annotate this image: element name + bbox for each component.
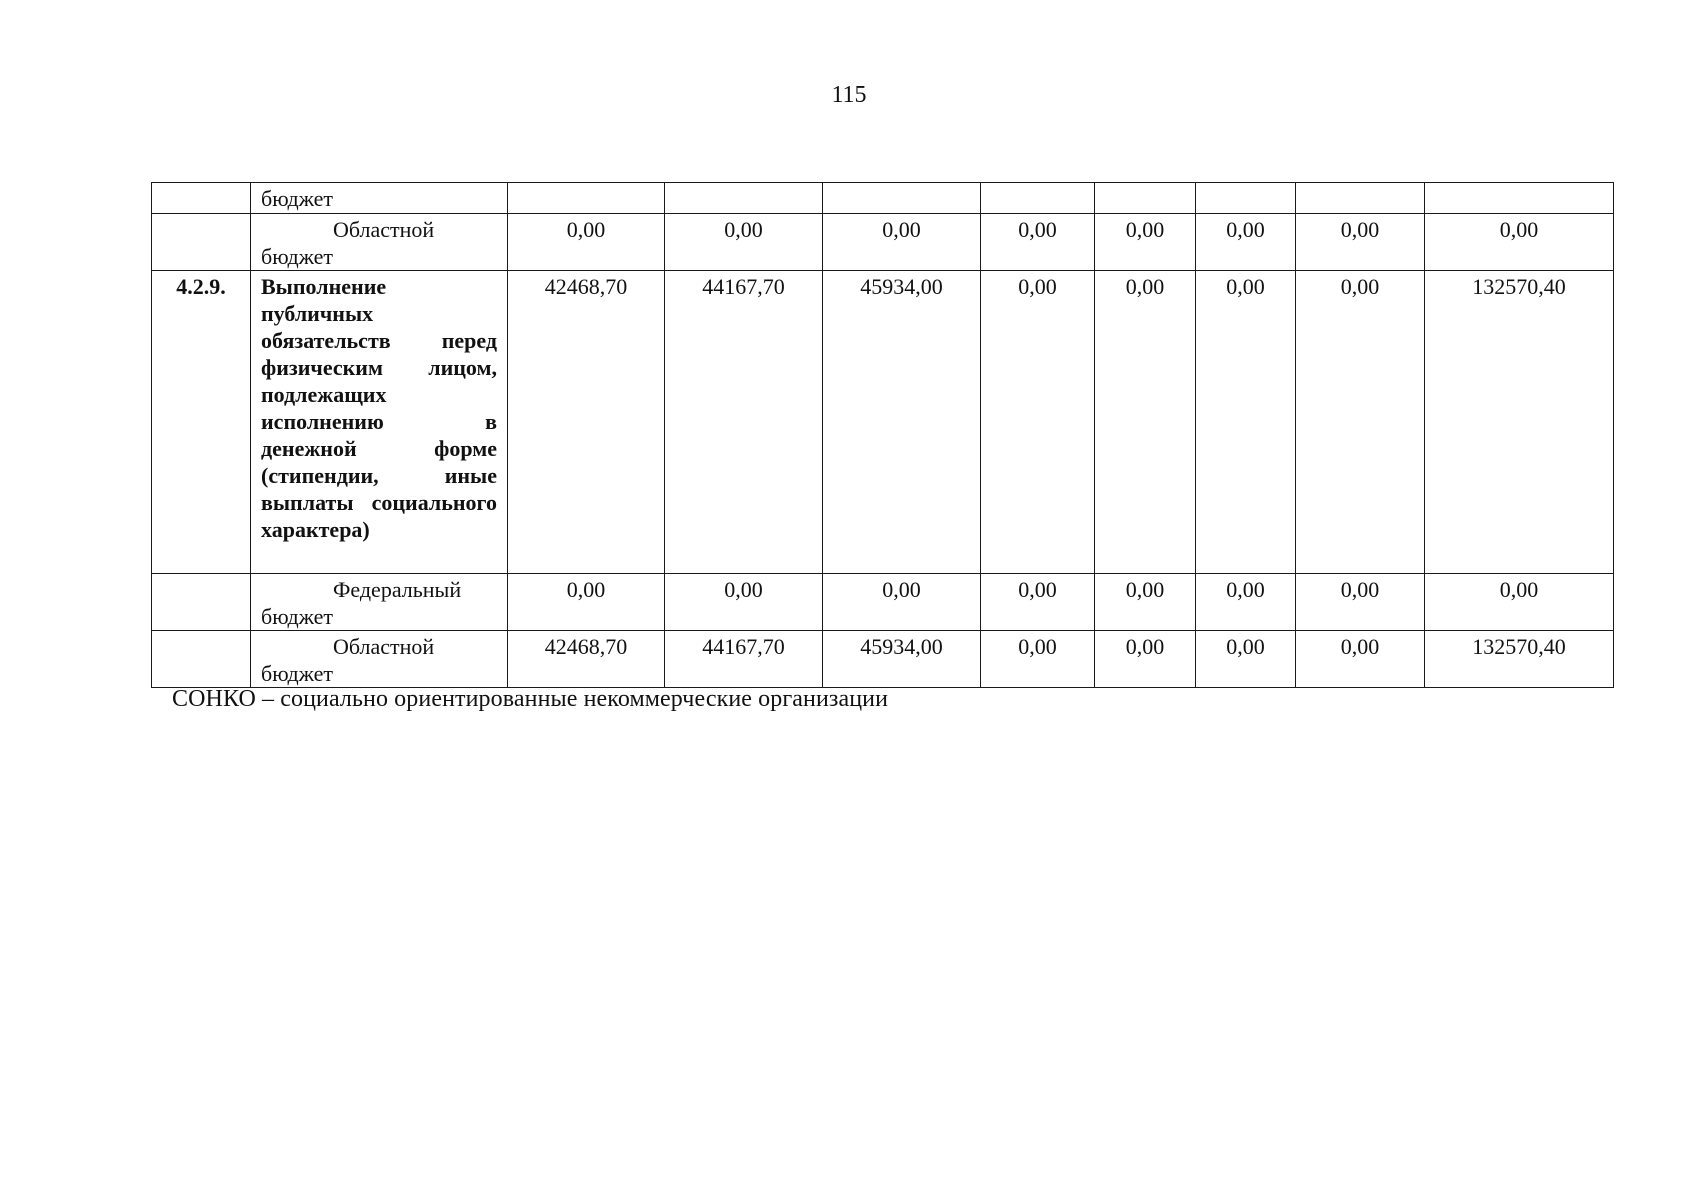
value-cell: 0,00 — [1296, 574, 1425, 631]
row-name-cell — [251, 574, 508, 631]
value-cell: 42468,70 — [508, 631, 665, 688]
value-cell: 0,00 — [1296, 214, 1425, 271]
row-name-cell — [251, 631, 508, 688]
footnote: СОНКО – социально ориентированные некоммерческие организации — [172, 686, 889, 712]
row-number-cell — [152, 183, 251, 214]
source-label-line1: Областной — [333, 217, 435, 242]
value-cell: 0,00 — [1196, 631, 1296, 688]
table-row — [152, 574, 1614, 631]
row-number-cell: 4.2.9. — [152, 271, 251, 574]
value-cell: 0,00 — [1095, 214, 1196, 271]
row-name-cell — [251, 214, 508, 271]
value-cell: 0,00 — [1095, 271, 1196, 574]
source-label-line1: Федеральный — [333, 577, 462, 602]
value-cell: 45934,00 — [823, 631, 981, 688]
table-row — [152, 271, 1614, 574]
value-cell: 0,00 — [981, 574, 1095, 631]
value-cell: 0,00 — [981, 631, 1095, 688]
budget-table — [151, 182, 1614, 688]
value-cell: 44167,70 — [665, 271, 823, 574]
value-cell: 0,00 — [508, 574, 665, 631]
source-label-line1: Областной — [333, 634, 435, 659]
value-cell: 0,00 — [981, 214, 1095, 271]
value-cell — [823, 183, 981, 214]
value-cell: 0,00 — [1296, 631, 1425, 688]
value-cell — [665, 183, 823, 214]
value-cell: 44167,70 — [665, 631, 823, 688]
value-cell — [1296, 183, 1425, 214]
value-cell: 0,00 — [1196, 574, 1296, 631]
row-name-cell — [251, 183, 508, 214]
source-label-line2: бюджет — [261, 244, 333, 269]
table-row — [152, 631, 1614, 688]
value-cell — [1425, 183, 1614, 214]
value-cell: 0,00 — [1425, 574, 1614, 631]
value-cell: 0,00 — [1196, 271, 1296, 574]
page-number: 115 — [831, 82, 867, 108]
value-cell: 0,00 — [1425, 214, 1614, 271]
row-number-cell — [152, 574, 251, 631]
value-cell: 0,00 — [981, 271, 1095, 574]
row-number-cell — [152, 631, 251, 688]
value-cell: 132570,40 — [1425, 631, 1614, 688]
source-label-line2: бюджет — [261, 186, 333, 211]
value-cell — [1095, 183, 1196, 214]
value-cell — [1196, 183, 1296, 214]
value-cell: 42468,70 — [508, 271, 665, 574]
value-cell: 0,00 — [1095, 574, 1196, 631]
value-cell: 0,00 — [823, 574, 981, 631]
table-row — [152, 183, 1614, 214]
value-cell — [981, 183, 1095, 214]
value-cell: 0,00 — [1196, 214, 1296, 271]
source-label-line2: бюджет — [261, 661, 333, 686]
table-row — [152, 214, 1614, 271]
source-label-line2: бюджет — [261, 604, 333, 629]
value-cell: 132570,40 — [1425, 271, 1614, 574]
value-cell: 0,00 — [665, 574, 823, 631]
row-name-cell: Выполнение публичных обязательств перед физическим лицом, подлежащих исполнению в денежной форме (стипендии, иные выплаты социального характера) — [251, 271, 508, 574]
value-cell: 45934,00 — [823, 271, 981, 574]
value-cell: 0,00 — [1095, 631, 1196, 688]
row-number-cell — [152, 214, 251, 271]
value-cell: 0,00 — [1296, 271, 1425, 574]
value-cell: 0,00 — [665, 214, 823, 271]
value-cell: 0,00 — [508, 214, 665, 271]
value-cell — [508, 183, 665, 214]
value-cell: 0,00 — [823, 214, 981, 271]
